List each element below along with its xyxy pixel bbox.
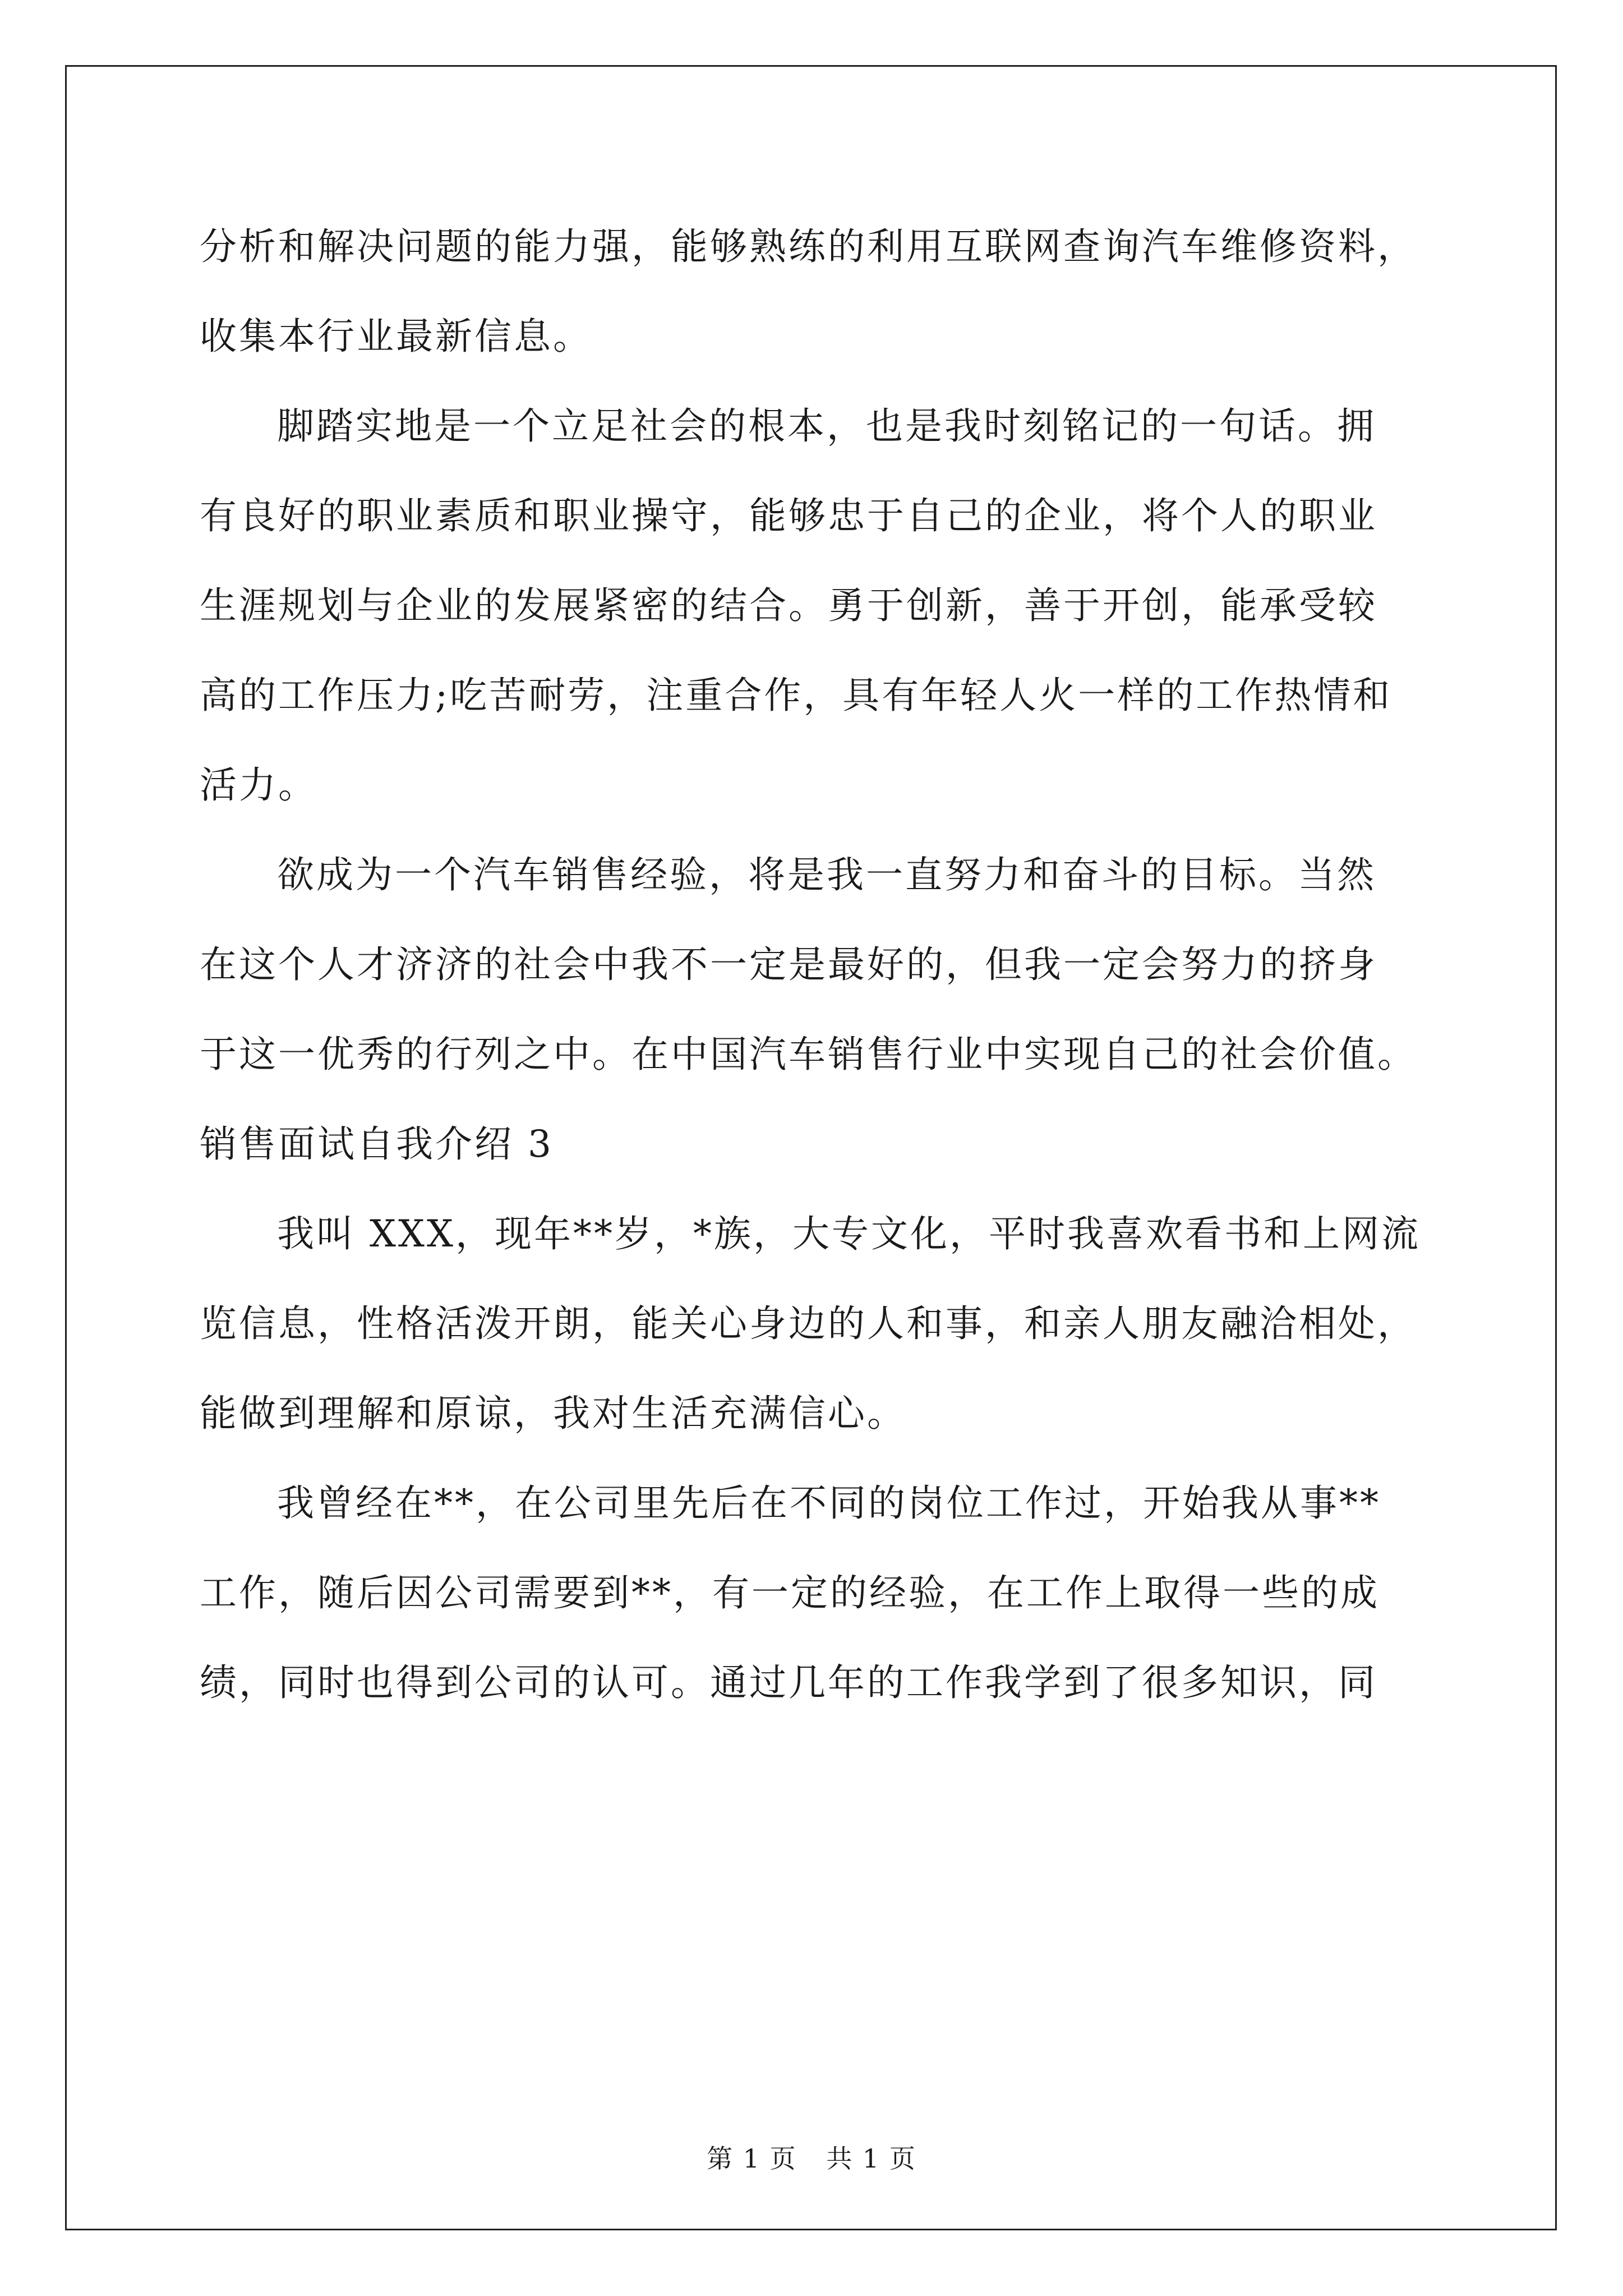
text-line: 生涯规划与企业的发展紧密的结合。勇于创新，善于开创，能承受较	[200, 584, 1377, 627]
text-line: 高的工作压力;吃苦耐劳，注重合作，具有年轻人火一样的工作热情和	[200, 674, 1393, 717]
document-body	[200, 202, 1433, 1728]
text-line: 览信息，性格活泼开朗，能关心身边的人和事，和亲人朋友融洽相处，	[200, 1302, 1417, 1345]
text-line: 收集本行业最新信息。	[200, 315, 592, 358]
section-heading: 销售面试自我介绍 3	[200, 1122, 554, 1166]
text-line: 绩，同时也得到公司的认可。通过几年的工作我学到了很多知识，同	[200, 1661, 1377, 1704]
text-line: 工作，随后因公司需要到**，有一定的经验，在工作上取得一些的成	[200, 1571, 1380, 1614]
page-number: 第 1 页	[707, 2143, 797, 2174]
page-footer	[0, 2142, 1623, 2175]
paragraph-start-line: 欲成为一个汽车销售经验，将是我一直努力和奋斗的目标。当然	[277, 853, 1376, 896]
text-line: 有良好的职业素质和职业操守，能够忠于自己的企业，将个人的职业	[200, 494, 1377, 537]
paragraph-start-line: 我叫 XXX，现年**岁，*族，大专文化，平时我喜欢看书和上网流	[277, 1212, 1421, 1255]
text-line: 能做到理解和原谅，我对生活充满信心。	[200, 1392, 906, 1435]
paragraph-start-line: 脚踏实地是一个立足社会的根本，也是我时刻铭记的一句话。拥	[277, 404, 1376, 448]
text-line: 分析和解决问题的能力强，能够熟练的利用互联网查询汽车维修资料，	[200, 225, 1417, 268]
text-line: 于这一优秀的行列之中。在中国汽车销售行业中实现自己的社会价值。	[200, 1033, 1417, 1076]
text-line: 活力。	[200, 763, 317, 807]
page-total: 共 1 页	[826, 2143, 916, 2174]
text-line: 在这个人才济济的社会中我不一定是最好的，但我一定会努力的挤身	[200, 943, 1377, 986]
paragraph-start-line: 我曾经在**，在公司里先后在不同的岗位工作过，开始我从事**	[277, 1481, 1381, 1525]
